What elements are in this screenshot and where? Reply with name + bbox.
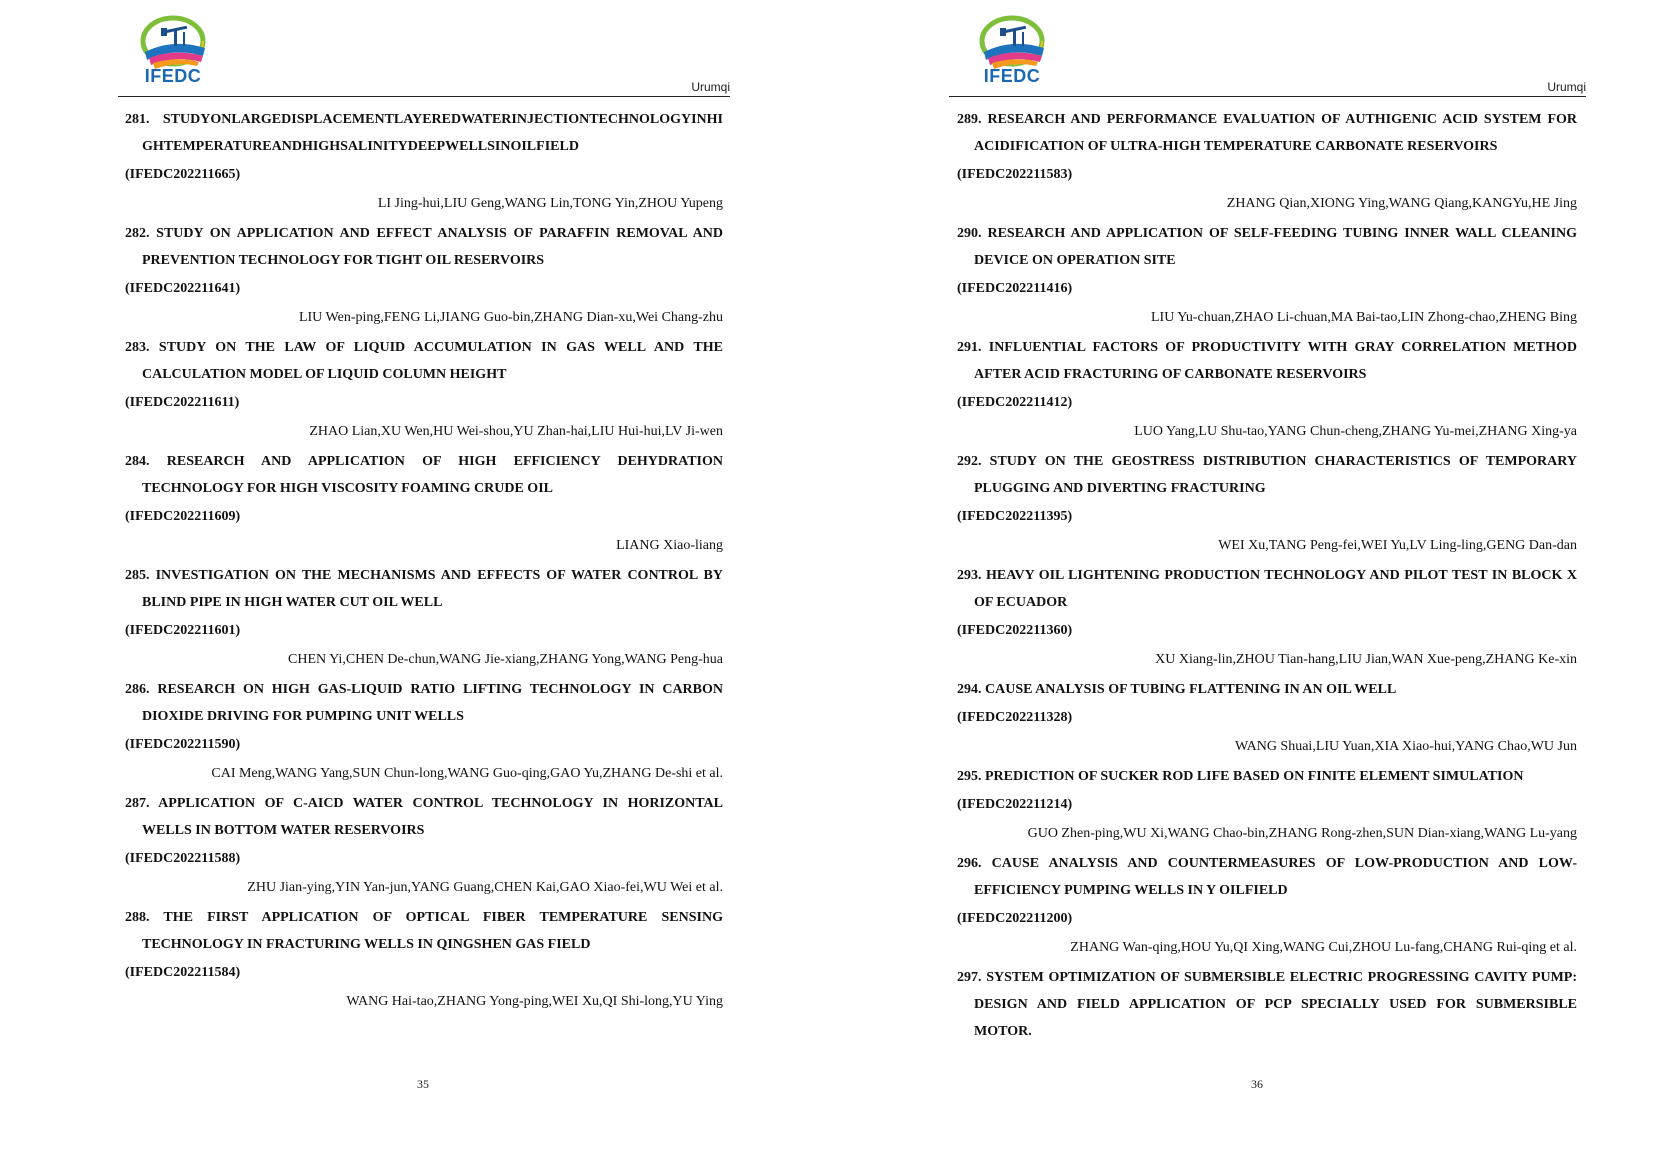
paper-authors: ZHANG Wan-qing,HOU Yu,QI Xing,WANG Cui,ZHOU Lu-fang,CHANG Rui-qing et al. — [1070, 940, 1577, 955]
paper-entry — [957, 562, 1577, 674]
entry-list — [125, 106, 723, 1018]
paper-entry — [957, 850, 1577, 962]
location-label: Urumqi — [691, 80, 730, 94]
paper-entry — [125, 448, 723, 560]
paper-code: (IFEDC202211609) — [125, 509, 241, 524]
paper-code: (IFEDC202211641) — [125, 281, 241, 296]
paper-authors: XU Xiang-lin,ZHOU Tian-hang,LIU Jian,WAN Xue-peng,ZHANG Ke-xin — [1155, 652, 1577, 667]
paper-entry — [957, 106, 1577, 218]
paper-title: 285. INVESTIGATION ON THE MECHANISMS AND EFFECTS OF WATER CONTROL BY BLIND PIPE IN HIGH WATER CUT OIL WELL — [125, 568, 723, 610]
paper-title: 283. STUDY ON THE LAW OF LIQUID ACCUMULATION IN GAS WELL AND THE CALCULATION MODEL OF LIQUID COLUMN HEIGHT — [125, 340, 723, 382]
right-page — [827, 0, 1654, 1169]
paper-authors: ZHAO Lian,XU Wen,HU Wei-shou,YU Zhan-hai,LIU Hui-hui,LV Ji-wen — [309, 424, 723, 439]
paper-entry — [957, 334, 1577, 446]
location-label: Urumqi — [1547, 80, 1586, 94]
paper-title: 292. STUDY ON THE GEOSTRESS DISTRIBUTION CHARACTERISTICS OF TEMPORARY PLUGGING AND DIVERTING FRACTURING — [957, 454, 1577, 496]
paper-code: (IFEDC202211665) — [125, 167, 241, 182]
paper-code: (IFEDC202211360) — [957, 623, 1073, 638]
paper-code: (IFEDC202211214) — [957, 797, 1073, 812]
logo-text: IFEDC — [983, 66, 1041, 86]
paper-authors: ZHU Jian-ying,YIN Yan-jun,YANG Guang,CHEN Kai,GAO Xiao-fei,WU Wei et al. — [247, 880, 723, 895]
header-divider — [118, 96, 730, 97]
paper-title: 296. CAUSE ANALYSIS AND COUNTERMEASURES OF LOW-PRODUCTION AND LOW-EFFICIENCY PUMPING WELLS IN Y OILFIELD — [957, 856, 1577, 898]
paper-authors: GUO Zhen-ping,WU Xi,WANG Chao-bin,ZHANG Rong-zhen,SUN Dian-xiang,WANG Lu-yang — [1027, 826, 1577, 841]
paper-code: (IFEDC202211588) — [125, 851, 241, 866]
paper-title: 284. RESEARCH AND APPLICATION OF HIGH EFFICIENCY DEHYDRATION TECHNOLOGY FOR HIGH VISCOSITY FOAMING CRUDE OIL — [125, 454, 723, 496]
page-number: 36 — [1251, 1077, 1263, 1091]
paper-entry — [957, 964, 1577, 1045]
paper-authors: ZHANG Qian,XIONG Ying,WANG Qiang,KANGYu,HE Jing — [1226, 196, 1577, 211]
paper-authors: LIU Yu-chuan,ZHAO Li-chuan,MA Bai-tao,LIN Zhong-chao,ZHENG Bing — [1151, 310, 1577, 325]
paper-code: (IFEDC202211611) — [125, 395, 240, 410]
paper-code: (IFEDC202211412) — [957, 395, 1073, 410]
paper-entry — [957, 220, 1577, 332]
paper-entry — [957, 676, 1577, 761]
paper-code: (IFEDC202211584) — [125, 965, 241, 980]
paper-code: (IFEDC202211328) — [957, 710, 1073, 725]
paper-title: 281. STUDYONLARGEDISPLACEMENTLAYEREDWATERINJECTIONTECHNOLOGYINHIGHTEMPERATUREANDHIGHSALINITYDEEPWELLSINOILFIELD — [125, 112, 723, 154]
paper-entry — [125, 904, 723, 1016]
paper-entry — [125, 220, 723, 332]
paper-title: 288. THE FIRST APPLICATION OF OPTICAL FIBER TEMPERATURE SENSING TECHNOLOGY IN FRACTURING WELLS IN QINGSHEN GAS FIELD — [125, 910, 723, 952]
paper-authors: WANG Shuai,LIU Yuan,XIA Xiao-hui,YANG Chao,WU Jun — [1234, 739, 1577, 754]
paper-code: (IFEDC202211395) — [957, 509, 1073, 524]
paper-code: (IFEDC202211601) — [125, 623, 241, 638]
paper-title: 286. RESEARCH ON HIGH GAS-LIQUID RATIO LIFTING TECHNOLOGY IN CARBON DIOXIDE DRIVING FOR PUMPING UNIT WELLS — [125, 682, 723, 724]
paper-title: 282. STUDY ON APPLICATION AND EFFECT ANALYSIS OF PARAFFIN REMOVAL AND PREVENTION TECHNOLOGY FOR TIGHT OIL RESERVOIRS — [125, 226, 723, 268]
paper-entry — [125, 334, 723, 446]
paper-authors: LUO Yang,LU Shu-tao,YANG Chun-cheng,ZHANG Yu-mei,ZHANG Xing-ya — [1134, 424, 1577, 439]
logo-text: IFEDC — [144, 66, 202, 86]
paper-code: (IFEDC202211590) — [125, 737, 241, 752]
oil-pump-globe-icon — [131, 14, 215, 70]
paper-authors: CHEN Yi,CHEN De-chun,WANG Jie-xiang,ZHANG Yong,WANG Peng-hua — [288, 652, 723, 667]
paper-entry — [957, 448, 1577, 560]
paper-title: 295. PREDICTION OF SUCKER ROD LIFE BASED ON FINITE ELEMENT SIMULATION — [957, 769, 1524, 784]
paper-title: 293. HEAVY OIL LIGHTENING PRODUCTION TECHNOLOGY AND PILOT TEST IN BLOCK X OF ECUADOR — [957, 568, 1577, 610]
paper-code: (IFEDC202211583) — [957, 167, 1073, 182]
paper-title: 289. RESEARCH AND PERFORMANCE EVALUATION OF AUTHIGENIC ACID SYSTEM FOR ACIDIFICATION OF ULTRA-HIGH TEMPERATURE CARBONATE RESERVOIRS — [957, 112, 1577, 154]
page-number: 35 — [417, 1077, 429, 1091]
paper-title: 287. APPLICATION OF C-AICD WATER CONTROL TECHNOLOGY IN HORIZONTAL WELLS IN BOTTOM WATER RESERVOIRS — [125, 796, 723, 838]
paper-entry — [957, 763, 1577, 848]
entry-list — [957, 106, 1577, 1045]
paper-authors: CAI Meng,WANG Yang,SUN Chun-long,WANG Guo-qing,GAO Yu,ZHANG De-shi et al. — [211, 766, 723, 781]
oil-pump-globe-icon — [970, 14, 1054, 70]
paper-authors: WANG Hai-tao,ZHANG Yong-ping,WEI Xu,QI Shi-long,YU Ying — [346, 994, 723, 1009]
paper-code: (IFEDC202211416) — [957, 281, 1073, 296]
paper-title: 294. CAUSE ANALYSIS OF TUBING FLATTENING IN AN OIL WELL — [957, 682, 1397, 697]
paper-entry — [125, 562, 723, 674]
paper-authors: LIANG Xiao-liang — [616, 538, 723, 553]
paper-authors: LI Jing-hui,LIU Geng,WANG Lin,TONG Yin,ZHOU Yupeng — [377, 196, 723, 211]
paper-authors: LIU Wen-ping,FENG Li,JIANG Guo-bin,ZHANG Dian-xu,Wei Chang-zhu — [298, 310, 723, 325]
paper-entry — [125, 676, 723, 788]
ifedc-logo — [131, 14, 215, 86]
paper-title: 297. SYSTEM OPTIMIZATION OF SUBMERSIBLE ELECTRIC PROGRESSING CAVITY PUMP: DESIGN AND FIELD APPLICATION OF PCP SPECIALLY USED FOR SUBMERSIBLE MOTOR. — [957, 970, 1577, 1039]
paper-entry — [125, 106, 723, 218]
ifedc-logo — [970, 14, 1054, 86]
paper-title: 290. RESEARCH AND APPLICATION OF SELF-FEEDING TUBING INNER WALL CLEANING DEVICE ON OPERATION SITE — [957, 226, 1577, 268]
paper-code: (IFEDC202211200) — [957, 911, 1073, 926]
header-divider — [949, 96, 1586, 97]
paper-title: 291. INFLUENTIAL FACTORS OF PRODUCTIVITY WITH GRAY CORRELATION METHOD AFTER ACID FRACTURING OF CARBONATE RESERVOIRS — [957, 340, 1577, 382]
paper-entry — [125, 790, 723, 902]
paper-authors: WEI Xu,TANG Peng-fei,WEI Yu,LV Ling-ling,GENG Dan-dan — [1218, 538, 1577, 553]
